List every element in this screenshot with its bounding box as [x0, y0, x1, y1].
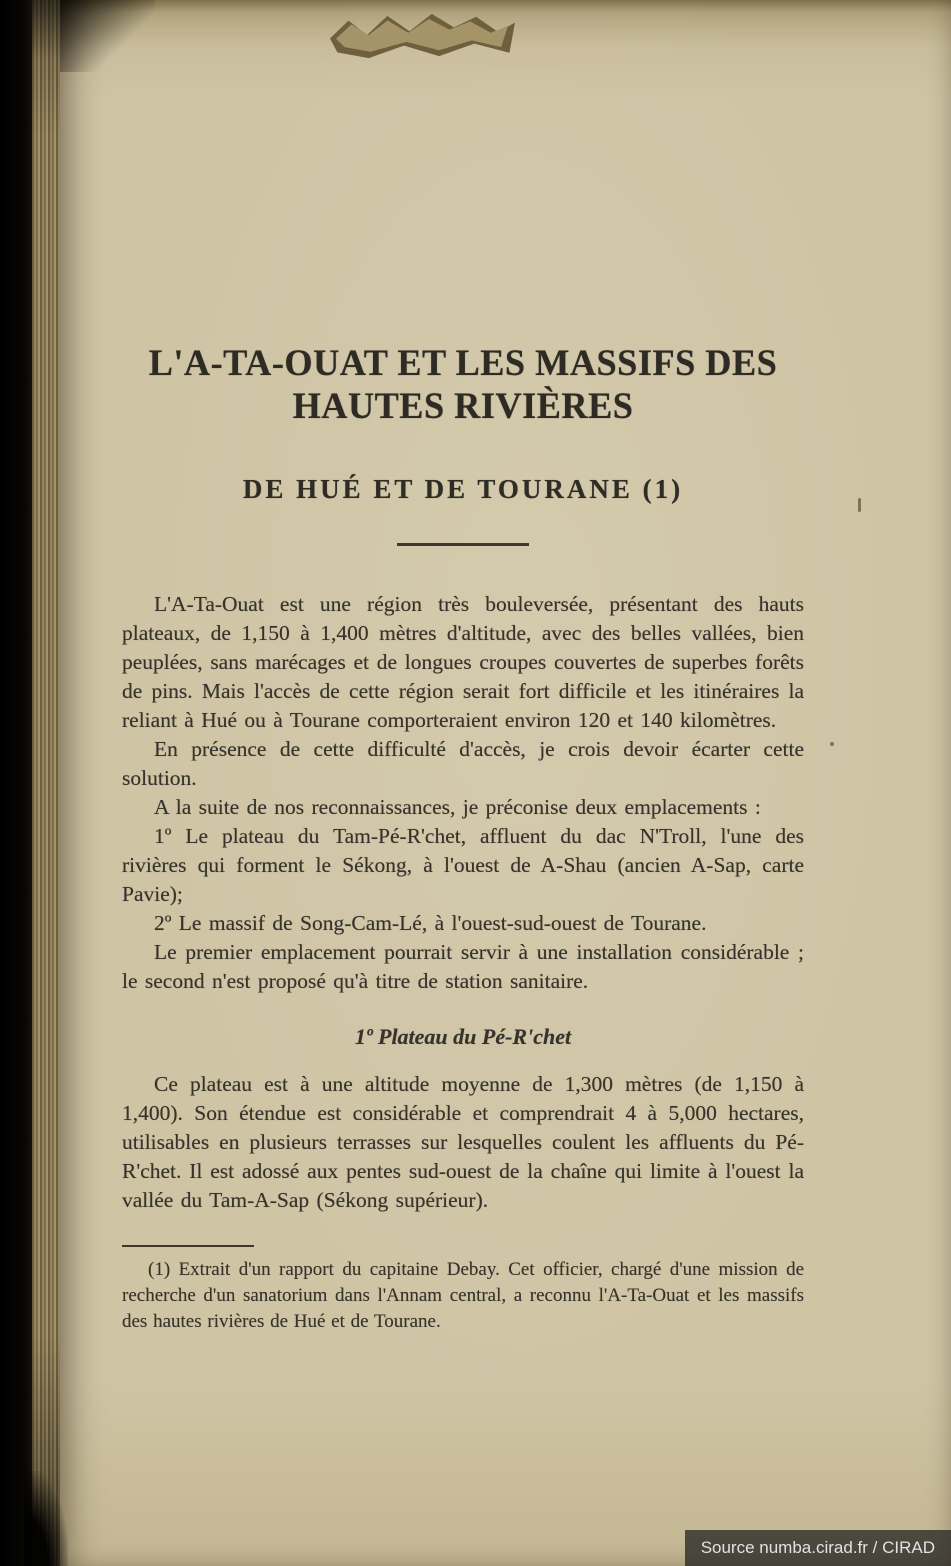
- document-title: L'A-TA-OUAT ET LES MASSIFS DES HAUTES RIVIÈRES: [148, 343, 778, 427]
- paper-blemish: [830, 742, 834, 746]
- bottom-left-spine-shadow: [24, 1471, 68, 1566]
- paragraph: Ce plateau est à une altitude moyenne de 1,300 mètres (de 1,150 à 1,400). Son étendue est considérable et comprendrait 4 à 5,000 hectares, utilisables en plusieurs terrasses sur lesquelles coulent les affluents du Pé-R'chet. Il est adossé aux pentes sud-ouest de la chaîne qui limite à l'ouest la vallée du Tam-A-Sap (Sékong supérieur).: [122, 1072, 804, 1212]
- body-text-block: [122, 590, 804, 996]
- footnote: (1) Extrait d'un rapport du capitaine Debay. Cet officier, chargé d'une mission de recherche d'un sanatorium dans l'Annam central, a reconnu l'A-Ta-Ouat et les massifs des hautes rivières de Hué et de Tourane.: [122, 1259, 804, 1332]
- section-text-block: [122, 1070, 804, 1215]
- page-edge-texture: [32, 0, 60, 1566]
- document-subtitle: DE HUÉ ET DE TOURANE (1): [242, 474, 684, 504]
- footnote-divider: [122, 1245, 254, 1247]
- source-watermark: [685, 1530, 951, 1566]
- paragraph: A la suite de nos reconnaissances, je préconise deux emplacements :: [154, 795, 761, 819]
- title-divider: [397, 543, 529, 546]
- paper-blemish: [858, 498, 861, 512]
- watermark-text: Source numba.cirad.fr / CIRAD: [700, 1538, 935, 1557]
- paragraph: 2º Le massif de Song-Cam-Lé, à l'ouest-sud-ouest de Tourane.: [154, 911, 707, 935]
- book-binding: [0, 0, 32, 1566]
- section-heading: 1º Plateau du Pé-R'chet: [354, 1024, 572, 1049]
- paragraph: Le premier emplacement pourrait servir à une installation considérable ; le second n'est proposé qu'à titre de station sanitaire.: [122, 940, 804, 993]
- paragraph: En présence de cette difficulté d'accès, je crois devoir écarter cette solution.: [122, 737, 804, 790]
- document-content: [122, 0, 804, 1335]
- paragraph: L'A-Ta-Ouat est une région très bouleversée, présentant des hauts plateaux, de 1,150 à 1,400 mètres d'altitude, avec des belles vallées, bien peuplées, sans marécages et de longues croupes couvertes de superbes forêts de pins. Mais l'accès de cette région serait fort difficile et les itinéraires la reliant à Hué ou à Tourane comporteraient environ 120 et 140 kilomètres.: [122, 592, 804, 732]
- paragraph: 1º Le plateau du Tam-Pé-R'chet, affluent du dac N'Troll, l'une des rivières qui forment le Sékong, à l'ouest de A-Shau (ancien A-Sap, carte Pavie);: [122, 824, 804, 906]
